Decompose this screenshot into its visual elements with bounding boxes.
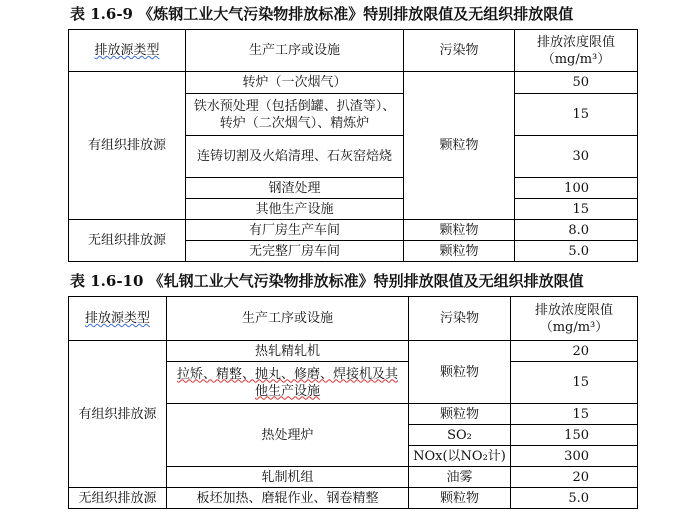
table2-header-row: [69, 297, 638, 341]
limit-value: 20: [511, 341, 638, 362]
table-row: [69, 341, 638, 362]
header-process: 生产工序或设施: [167, 297, 409, 341]
table-row: [69, 72, 638, 94]
process-cell: 转炉（一次烟气）: [186, 72, 404, 94]
header-process: 生产工序或设施: [186, 30, 404, 72]
limit-value: 8.0: [515, 220, 638, 241]
pollutant-cell: 颗粒物: [409, 404, 511, 425]
pollutant-cell: NOx(以NO₂计): [409, 446, 511, 467]
pollutant-cell: 颗粒物: [409, 488, 511, 509]
organized-source-label: 有组织排放源: [69, 72, 186, 220]
table-row: [69, 220, 638, 241]
process-cell: 其他生产设施: [186, 199, 404, 220]
pollutant-cell: 油雾: [409, 467, 511, 488]
limit-value: 50: [515, 72, 638, 94]
limit-value: 15: [515, 94, 638, 136]
pollutant-cell: 颗粒物: [404, 220, 515, 241]
process-cell: 有厂房生产车间: [186, 220, 404, 241]
limit-value: 150: [511, 425, 638, 446]
organized-source-label: 有组织排放源: [69, 341, 167, 488]
limit-value: 15: [511, 404, 638, 425]
limit-value: 15: [511, 362, 638, 404]
limit-value: 15: [515, 199, 638, 220]
process-cell: 热处理炉: [167, 404, 409, 467]
header-source-type: 排放源类型: [69, 297, 167, 341]
pollutant-cell: SO₂: [409, 425, 511, 446]
process-cell: 热轧精轧机: [167, 341, 409, 362]
header-source-type: 排放源类型: [69, 30, 186, 72]
header-pollutant: 污染物: [409, 297, 511, 341]
table1: [68, 29, 638, 262]
limit-value: 30: [515, 136, 638, 178]
table1-header-row: [69, 30, 638, 72]
process-cell: 无完整厂房车间: [186, 241, 404, 262]
process-cell: 铁水预处理（包括倒罐、扒渣等）、转炉（二次烟气）、精炼炉: [186, 94, 404, 136]
table2: [68, 296, 638, 509]
unorganized-source-label: 无组织排放源: [69, 220, 186, 262]
table2-title: 表 1.6-10 《轧钢工业大气污染物排放标准》特别排放限值及无组织排放限值: [70, 272, 584, 290]
pollutant-cell: 颗粒物: [404, 72, 515, 220]
header-pollutant: 污染物: [404, 30, 515, 72]
unorganized-source-label: 无组织排放源: [69, 488, 167, 509]
process-cell: 板坯加热、磨辊作业、钢卷精整: [167, 488, 409, 509]
header-limit: 排放浓度限值 （mg/m³）: [511, 297, 638, 341]
limit-value: 300: [511, 446, 638, 467]
limit-value: 5.0: [511, 488, 638, 509]
table1-title: 表 1.6-9 《炼钢工业大气污染物排放标准》特别排放限值及无组织排放限值: [70, 5, 574, 23]
limit-value: 100: [515, 178, 638, 199]
table-row: [69, 488, 638, 509]
limit-value: 5.0: [515, 241, 638, 262]
process-cell: 连铸切割及火焰清理、石灰窑焙烧: [186, 136, 404, 178]
header-limit: 排放浓度限值 （mg/m³）: [515, 30, 638, 72]
limit-value: 20: [511, 467, 638, 488]
process-cell: 拉矫、精整、抛丸、修磨、焊接机及其他生产设施: [167, 362, 409, 404]
process-cell: 轧制机组: [167, 467, 409, 488]
pollutant-cell: 颗粒物: [409, 341, 511, 404]
process-cell: 钢渣处理: [186, 178, 404, 199]
pollutant-cell: 颗粒物: [404, 241, 515, 262]
